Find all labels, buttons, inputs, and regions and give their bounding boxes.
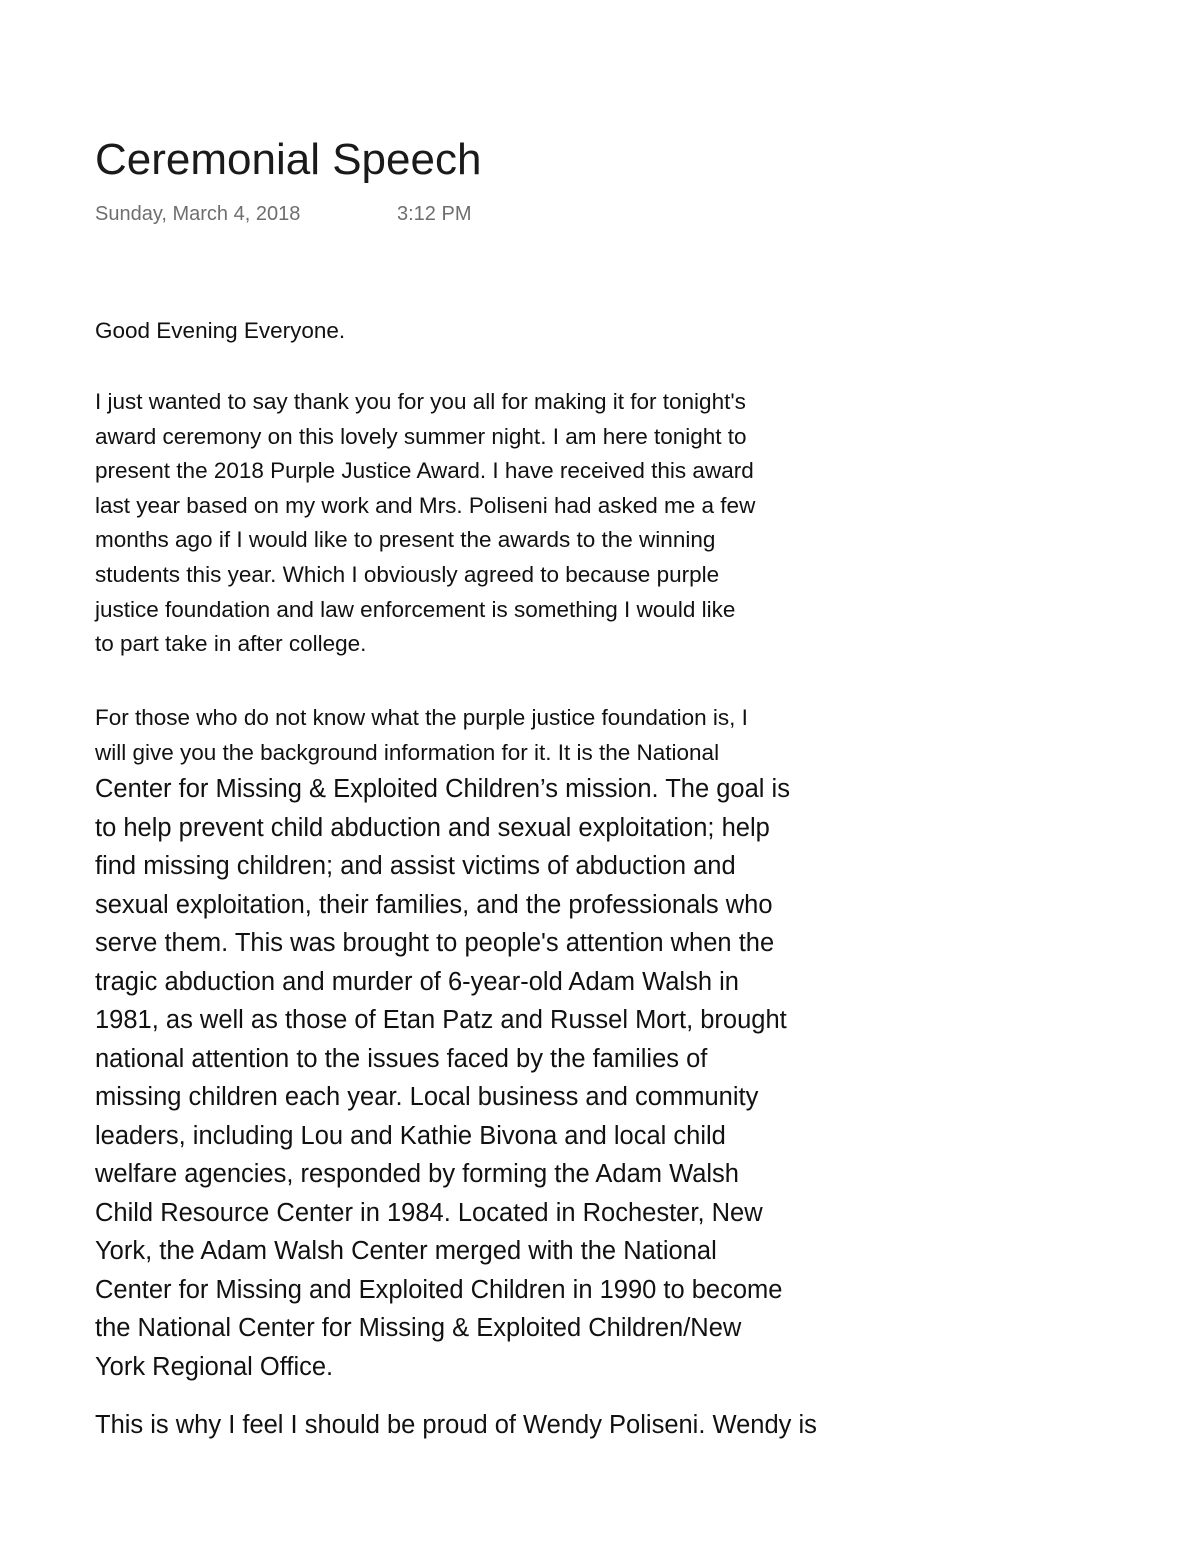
paragraph-line: the National Center for Missing & Exploited Children/New <box>95 1314 742 1343</box>
paragraph-line: York, the Adam Walsh Center merged with the National <box>95 1237 717 1266</box>
cutoff-paragraph <box>95 1411 817 1440</box>
paragraph-line: Center for Missing & Exploited Children’s mission. The goal is <box>95 775 790 804</box>
paragraph-line: justice foundation and law enforcement is something I would like <box>95 596 736 622</box>
paragraph-line: 1981, as well as those of Etan Patz and Russel Mort, brought <box>95 1006 787 1035</box>
paragraph-line: leaders, including Lou and Kathie Bivona and local child <box>95 1121 726 1150</box>
note-timestamp <box>95 201 472 227</box>
paragraph-line: last year based on my work and Mrs. Poliseni had asked me a few <box>95 492 756 518</box>
paragraph-line: Child Resource Center in 1984. Located in Rochester, New <box>95 1198 763 1227</box>
paragraph-line: serve them. This was brought to people's attention when the <box>95 929 775 958</box>
paragraph-line: to help prevent child abduction and sexual exploitation; help <box>95 813 770 842</box>
paragraph-line: I just wanted to say thank you for you all for making it for tonight's <box>95 389 746 414</box>
note-time: 3:12 PM <box>397 203 472 225</box>
paragraph-line: York Regional Office. <box>95 1352 334 1381</box>
paragraph-line: national attention to the issues faced by the families of <box>95 1044 708 1073</box>
paragraph-line: sexual exploitation, their families, and the professionals who <box>95 890 773 919</box>
paragraph-line: tragic abduction and murder of 6-year-old Adam Walsh in <box>95 967 739 996</box>
paragraph-line: Center for Missing and Exploited Children in 1990 to become <box>95 1275 783 1304</box>
paragraph-line: welfare agencies, responded by forming the Adam Walsh <box>95 1160 739 1189</box>
paragraph-line: This is why I feel I should be proud of Wendy Poliseni. Wendy is <box>95 1411 817 1439</box>
paragraph-line: award ceremony on this lovely summer night. I am here tonight to <box>95 423 747 449</box>
greeting-line: Good Evening Everyone. <box>95 318 346 343</box>
page-title: Ceremonial Speech <box>95 135 482 184</box>
greeting-paragraph <box>95 314 345 349</box>
paragraph-line: missing children each year. Local business and community <box>95 1083 759 1112</box>
background-paragraph <box>95 701 790 1386</box>
paragraph-line: students this year. Which I obviously agreed to because purple <box>95 561 720 587</box>
paragraph-line: months ago if I would like to present the awards to the winning <box>95 527 716 553</box>
paragraph-line: to part take in after college. <box>95 631 367 657</box>
paragraph-line: find missing children; and assist victims of abduction and <box>95 852 736 881</box>
intro-paragraph <box>95 385 755 662</box>
paragraph-line: present the 2018 Purple Justice Award. I have received this award <box>95 458 754 484</box>
paragraph-line: For those who do not know what the purple justice foundation is, I <box>95 705 748 730</box>
paragraph-line: will give you the background information for it. It is the National <box>95 739 720 765</box>
note-date: Sunday, March 4, 2018 <box>95 203 301 225</box>
